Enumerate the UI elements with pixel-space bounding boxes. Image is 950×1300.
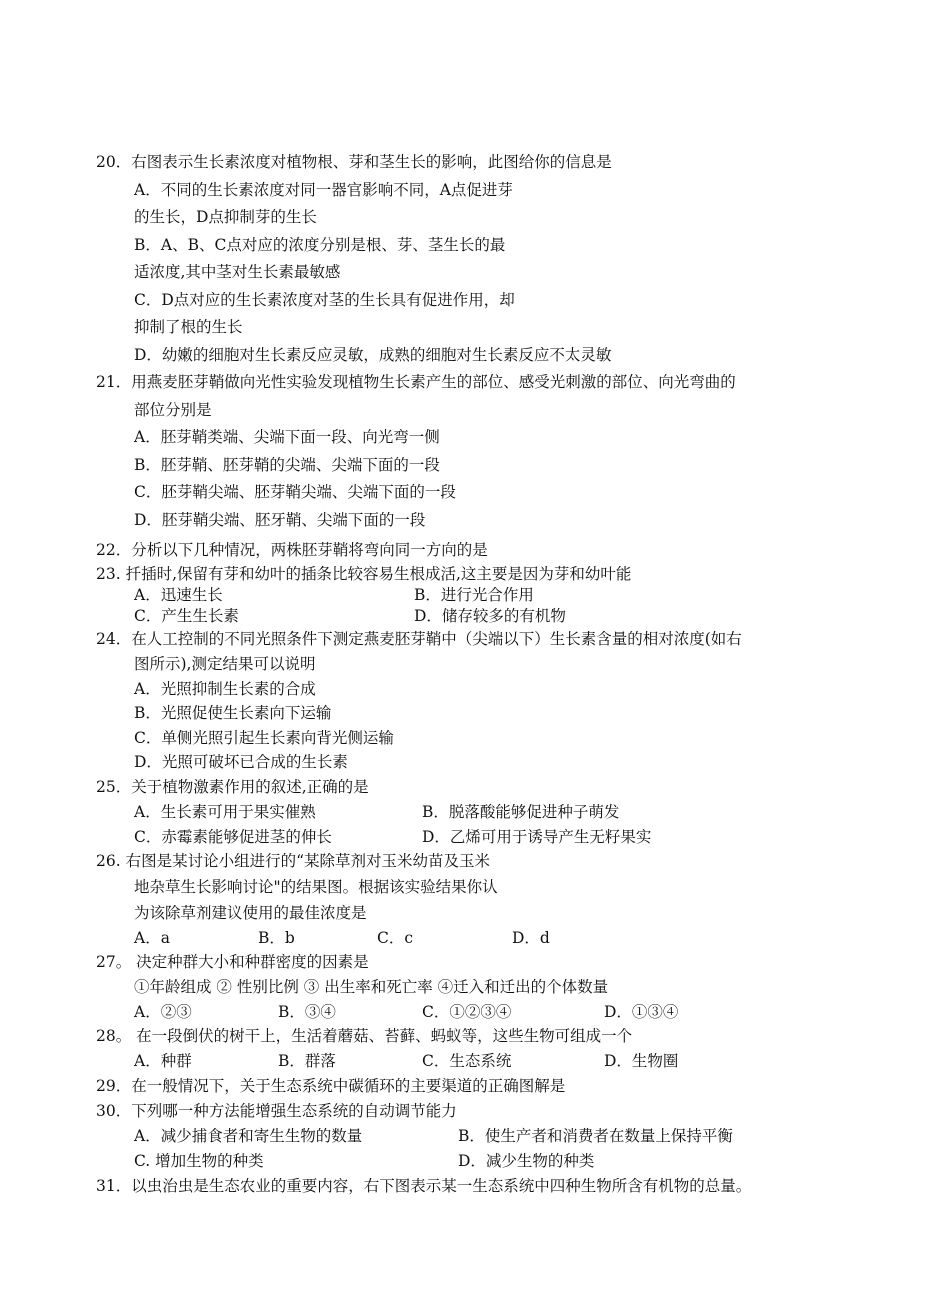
q28-option-a: A．种群	[134, 1052, 192, 1070]
q20-option-c-line2: 抑制了根的生长	[134, 318, 243, 336]
q26-option-a: A．a	[134, 929, 170, 947]
q26-stem-line3: 为该除草剂建议使用的最佳浓度是	[134, 904, 367, 922]
q27-stem: 27。 决定种群大小和种群密度的因素是	[96, 953, 369, 971]
q26-option-b: B．b	[258, 929, 295, 947]
q26-stem-line1: 26. 右图是某讨论小组进行的“某除草剂对玉米幼苗及玉米	[96, 852, 491, 870]
q21-option-b: B．胚芽鞘、胚芽鞘的尖端、尖端下面的一段	[134, 456, 440, 474]
q27-items: ①年龄组成 ② 性别比例 ③ 出生率和死亡率 ④迁入和迁出的个体数量	[134, 978, 609, 996]
q30-stem: 30．下列哪一种方法能增强生态系统的自动调节能力	[96, 1102, 457, 1120]
q24-stem-line1: 24．在人工控制的不同光照条件下测定燕麦胚芽鞘中（尖端以下）生长素含量的相对浓度(如右	[96, 630, 742, 648]
q20-option-d: D．幼嫩的细胞对生长素反应灵敏，成熟的细胞对生长素反应不太灵敏	[134, 346, 612, 364]
q21-option-c: C．胚芽鞘尖端、胚芽鞘尖端、尖端下面的一段	[134, 483, 456, 501]
q21-stem-line2: 部位分别是	[134, 401, 212, 419]
q26-option-d: D．d	[512, 929, 550, 947]
q20-stem: 20．右图表示生长素浓度对植物根、芽和茎生长的影响，此图给你的信息是	[96, 153, 612, 171]
q23-option-a: A．迅速生长	[134, 586, 223, 604]
q27-option-c: C．①②③④	[422, 1003, 512, 1021]
q23-stem: 23. 扦插时,保留有芽和幼叶的插条比较容易生根成活,这主要是因为芽和幼叶能	[96, 565, 632, 583]
q23-option-d: D．储存较多的有机物	[414, 607, 566, 625]
q22-stem: 22．分析以下几种情况，两株胚芽鞘将弯向同一方向的是	[96, 541, 488, 559]
q25-option-c: C．赤霉素能够促进茎的伸长	[134, 828, 332, 846]
q20-option-b-line2: 适浓度,其中茎对生长素最敏感	[134, 263, 341, 281]
q21-stem-line1: 21．用燕麦胚芽鞘做向光性实验发现植物生长素产生的部位、感受光刺激的部位、向光弯曲的	[96, 373, 736, 391]
q20-option-c-line1: C．D点对应的生长素浓度对茎的生长具有促进作用，却	[134, 291, 515, 309]
q25-option-d: D．乙烯可用于诱导产生无籽果实	[422, 828, 652, 846]
q27-option-b: B．③④	[278, 1003, 336, 1021]
q26-stem-line2: 地杂草生长影响讨论"的结果图。根据该实验结果你认	[134, 878, 498, 896]
q25-stem: 25．关于植物激素作用的叙述,正确的是	[96, 778, 369, 796]
q30-option-b: B．使生产者和消费者在数量上保持平衡	[458, 1127, 733, 1145]
q24-option-d: D．光照可破坏已合成的生长素	[134, 753, 348, 771]
q28-option-b: B．群落	[278, 1052, 336, 1070]
q24-option-b: B．光照促使生长素向下运输	[134, 704, 332, 722]
q28-option-d: D．生物圈	[604, 1052, 679, 1070]
q30-option-d: D．减少生物的种类	[458, 1152, 595, 1170]
q23-option-b: B．进行光合作用	[414, 586, 534, 604]
q24-option-c: C．单侧光照引起生长素向背光侧运输	[134, 729, 394, 747]
q31-stem: 31．以虫治虫是生态农业的重要内容，右下图表示某一生态系统中四种生物所含有机物的总量。	[96, 1177, 752, 1195]
q29-stem: 29．在一般情况下，关于生态系统中碳循环的主要渠道的正确图解是	[96, 1077, 566, 1095]
q28-option-c: C．生态系统	[422, 1052, 512, 1070]
q20-option-b-line1: B．A、B、C点对应的浓度分别是根、芽、茎生长的最	[134, 236, 506, 254]
q20-option-a-line2: 的生长，D点抑制芽的生长	[134, 208, 317, 226]
q27-option-a: A．②③	[134, 1003, 192, 1021]
q28-stem: 28。 在一段倒伏的树干上，生活着蘑菇、苔藓、蚂蚁等，这些生物可组成一个	[96, 1027, 633, 1045]
q30-option-c: C. 增加生物的种类	[134, 1152, 264, 1170]
q21-option-d: D．胚芽鞘尖端、胚牙鞘、尖端下面的一段	[134, 511, 426, 529]
q27-option-d: D．①③④	[604, 1003, 679, 1021]
q25-option-b: B．脱落酸能够促进种子萌发	[422, 803, 620, 821]
q25-option-a: A．生长素可用于果实催熟	[134, 803, 316, 821]
q24-option-a: A．光照抑制生长素的合成	[134, 680, 316, 698]
q30-option-a: A．减少捕食者和寄生生物的数量	[134, 1127, 363, 1145]
q21-option-a: A．胚芽鞘类端、尖端下面一段、向光弯一侧	[134, 428, 440, 446]
q24-stem-line2: 图所示),测定结果可以说明	[134, 655, 316, 673]
q23-option-c: C．产生生长素	[134, 607, 239, 625]
q20-option-a-line1: A．不同的生长素浓度对同一器官影响不同，A点促进芽	[134, 181, 513, 199]
q26-option-c: C．c	[377, 929, 414, 947]
